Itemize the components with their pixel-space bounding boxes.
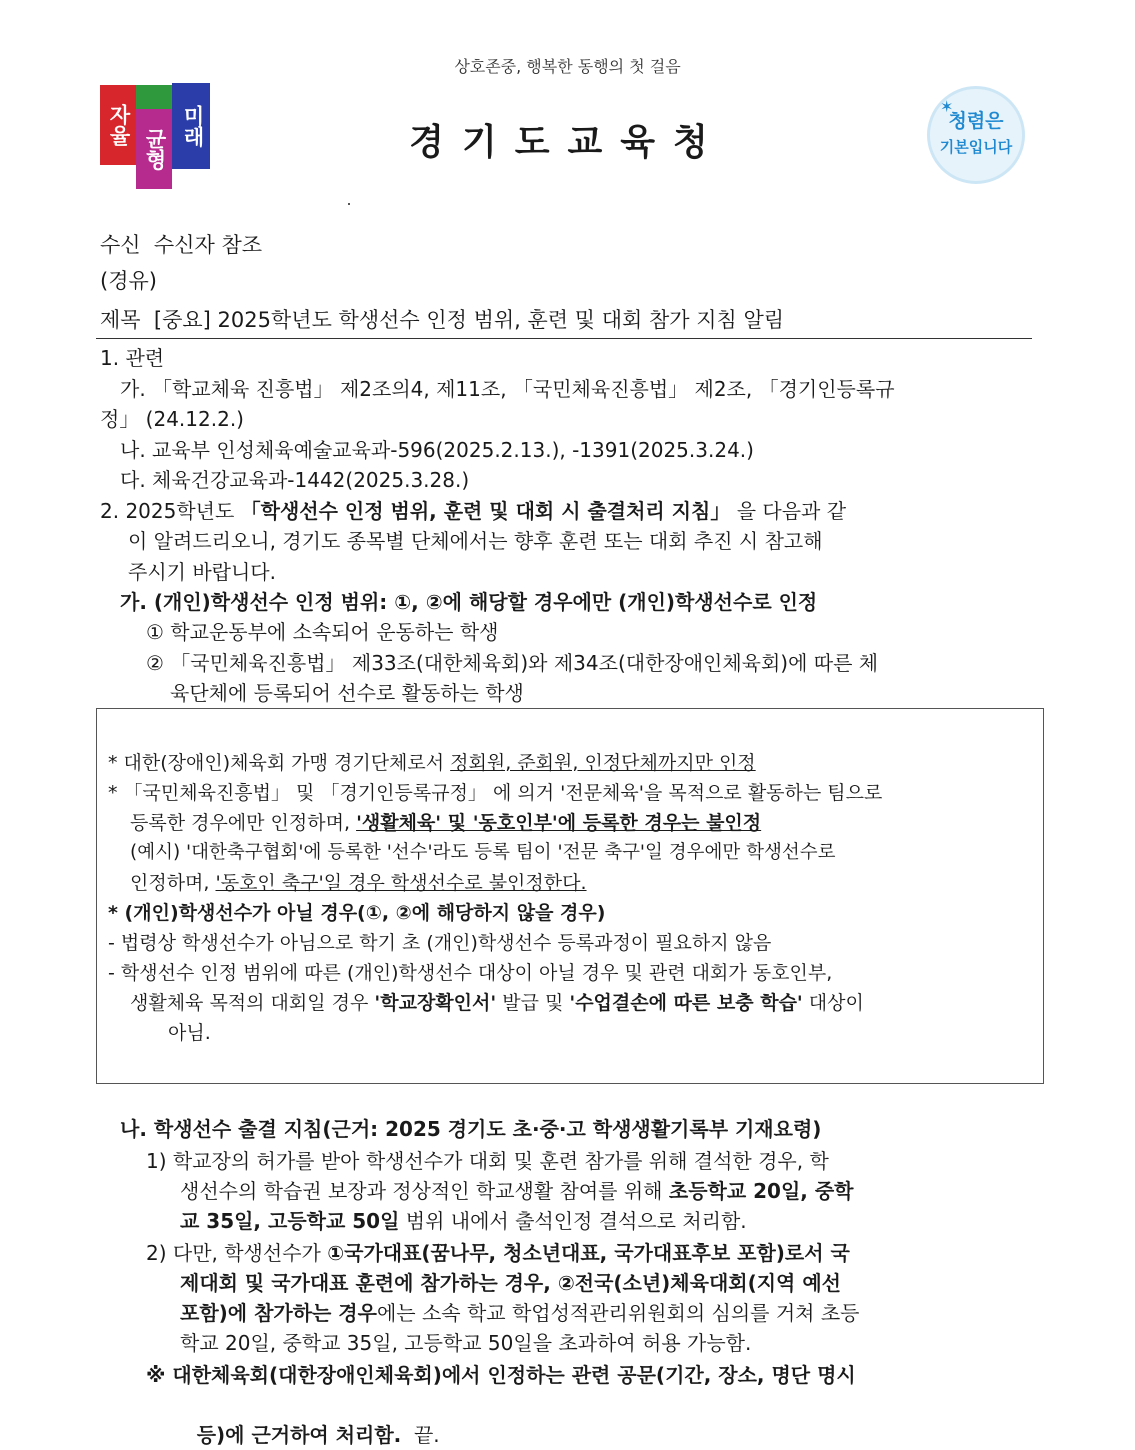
box-line-6: * (개인)학생선수가 아닐 경우(①, ②에 해당하지 않을 경우): [108, 902, 606, 924]
badge-line-2: 기본입니다: [939, 138, 1013, 156]
section-1-ga-line-2: 정」 (24.12.2.): [100, 407, 244, 431]
box-line-5: [130, 868, 587, 898]
note-line-1: ※ 대한체육회(대한장애인체육회)에서 인정하는 관련 공문(기간, 장소, 명단 명시: [146, 1363, 856, 1387]
box-line-1-underlined: 정회원, 준회원, 인정단체까지만 인정: [450, 752, 756, 774]
section-1-ga-line-1: 가. 「학교체육 진흥법」 제2조의4, 제11조, 「국민체육진흥법」 제2조, 「경기인등록규: [120, 377, 895, 401]
box-line-3-text: 등록한 경우에만 인정하며,: [130, 812, 357, 834]
logo-block-purple: 균형: [136, 109, 172, 189]
organization-title: 경기도교육청: [409, 122, 726, 163]
badge-line-1: 청렴은: [948, 110, 1004, 132]
box-line-10: 아님.: [168, 1022, 211, 1044]
note-line-2-bold: 등)에 근거하여 처리함.: [196, 1423, 402, 1447]
section-2-line-1: [100, 496, 846, 526]
ga-item-2-line-1: ② 「국민체육진흥법」 제33조(대한체육회)와 제34조(대한장애인체육회)에 따른 체: [146, 651, 879, 675]
section-2-guideline-title: 「학생선수 인정 범위, 훈련 및 대회 시 출결처리 지침」: [240, 499, 731, 523]
box-line-9: [130, 988, 864, 1018]
section-2-prefix: 2. 2025학년도: [100, 499, 241, 523]
box-line-9-c: 발급 및: [496, 992, 570, 1014]
box-line-5-text: 인정하며,: [130, 872, 216, 894]
na-item-1-line-3-bold: 교 35일, 고등학교 50일: [180, 1209, 400, 1233]
section-1-da: 다. 체육건강교육과-1442(2025.3.28.): [120, 468, 470, 492]
ga-heading: 가. (개인)학생선수 인정 범위: ①, ②에 해당할 경우에만 (개인)학생선수로 인정: [120, 590, 818, 614]
box-line-1-text: * 대한(장애인)체육회 가맹 경기단체로서: [108, 752, 451, 774]
na-item-1-line-3-text: 범위 내에서 출석인정 결석으로 처리함.: [399, 1209, 747, 1233]
divider: [96, 338, 1032, 339]
box-line-4: (예시) '대한축구협회'에 등록한 '선수'라도 등록 팀이 '전문 축구'일 경우에만 학생선수로: [130, 842, 836, 863]
recipient-line: 수신 수신자 참조: [100, 233, 263, 257]
logo-block-blue: 미래: [172, 83, 210, 169]
logo-block-red: 자율: [100, 85, 136, 165]
star-icon: ✶: [940, 97, 954, 116]
na-item-2-line-3-text: 에는 소속 학교 학업성적관리위원회의 심의를 거쳐 초등: [376, 1301, 860, 1325]
logo-block-green: [136, 85, 172, 109]
na-item-2-line-1-text: 2) 다만, 학생선수가: [146, 1241, 328, 1265]
box-line-5-underlined: '동호인 축구'일 경우 학생선수로 불인정한다.: [215, 872, 587, 894]
box-line-9-b: '학교장확인서': [374, 992, 497, 1014]
subject-line: 제목 [중요] 2025학년도 학생선수 인정 범위, 훈련 및 대회 참가 지침 알림: [100, 308, 785, 332]
end-mark: 끝.: [401, 1423, 440, 1447]
via-line: (경유): [100, 269, 157, 293]
box-line-3-bold-underlined: '생활체육' 및 '동호인부'에 등록한 경우는 불인정: [356, 812, 762, 834]
box-line-9-d: '수업결손에 따른 보충 학습': [569, 992, 803, 1014]
ga-item-2-line-2: 육단체에 등록되어 선수로 활동하는 학생: [170, 681, 524, 705]
na-item-2-line-1-bold: ①국가대표(꿈나무, 청소년대표, 국가대표후보 포함)로서 국: [327, 1241, 850, 1265]
na-item-2-line-1: [146, 1238, 850, 1268]
integrity-badge-logo: [927, 86, 1025, 184]
box-line-1: [108, 748, 756, 778]
note-line-2: [184, 1390, 440, 1450]
box-line-8: - 학생선수 인정 범위에 따른 (개인)학생선수 대상이 아닐 경우 및 관련 대회가 동호인부,: [108, 962, 833, 984]
na-item-1-line-2-bold: 초등학교 20일, 중학: [668, 1179, 854, 1203]
ga-item-1: ① 학교운동부에 소속되어 운동하는 학생: [146, 620, 499, 644]
box-line-3: [130, 808, 761, 838]
na-item-2-line-2: 제대회 및 국가대표 훈련에 참가하는 경우, ②전국(소년)체육대회(지역 예선: [180, 1271, 841, 1295]
section-2-line-2: 이 알려드리오니, 경기도 종목별 단체에서는 향후 훈련 또는 대회 추진 시 참고해: [128, 529, 823, 553]
na-item-2-line-4: 학교 20일, 중학교 35일, 고등학교 50일을 초과하여 허용 가능함.: [180, 1331, 752, 1355]
na-item-1-line-2: [180, 1176, 853, 1206]
na-heading: 나. 학생선수 출결 지침(근거: 2025 경기도 초·중·고 학생생활기록부 기재요령): [120, 1117, 822, 1141]
section-2-suffix: 을 다음과 같: [730, 499, 847, 523]
na-item-2-line-3: [180, 1298, 859, 1328]
section-1-heading: 1. 관련: [100, 346, 165, 370]
box-line-2: * 「국민체육진흥법」 및 「경기인등록규정」 에 의거 '전문체육'을 목적으로 활동하는 팀으로: [108, 782, 883, 804]
speck: [348, 203, 350, 205]
section-1-na: 나. 교육부 인성체육예술교육과-596(2025.2.13.), -1391(2025.3.24.): [120, 438, 754, 462]
slogan: 상호존중, 행복한 동행의 첫 걸음: [454, 57, 681, 76]
na-item-1-line-2-text: 생선수의 학습권 보장과 정상적인 학교생활 참여를 위해: [180, 1179, 669, 1203]
box-line-9-e: 대상이: [802, 992, 864, 1014]
box-line-7: - 법령상 학생선수가 아님으로 학기 초 (개인)학생선수 등록과정이 필요하지 않음: [108, 932, 772, 954]
section-2-line-3: 주시기 바랍니다.: [128, 560, 276, 584]
box-line-9-a: 생활체육 목적의 대회일 경우: [130, 992, 375, 1014]
na-item-1-line-3: [180, 1206, 747, 1236]
na-item-1-line-1: 1) 학교장의 허가를 받아 학생선수가 대회 및 훈련 참가를 위해 결석한 경우, 학: [146, 1149, 829, 1173]
na-item-2-line-3-bold: 포함)에 참가하는 경우: [180, 1301, 377, 1325]
